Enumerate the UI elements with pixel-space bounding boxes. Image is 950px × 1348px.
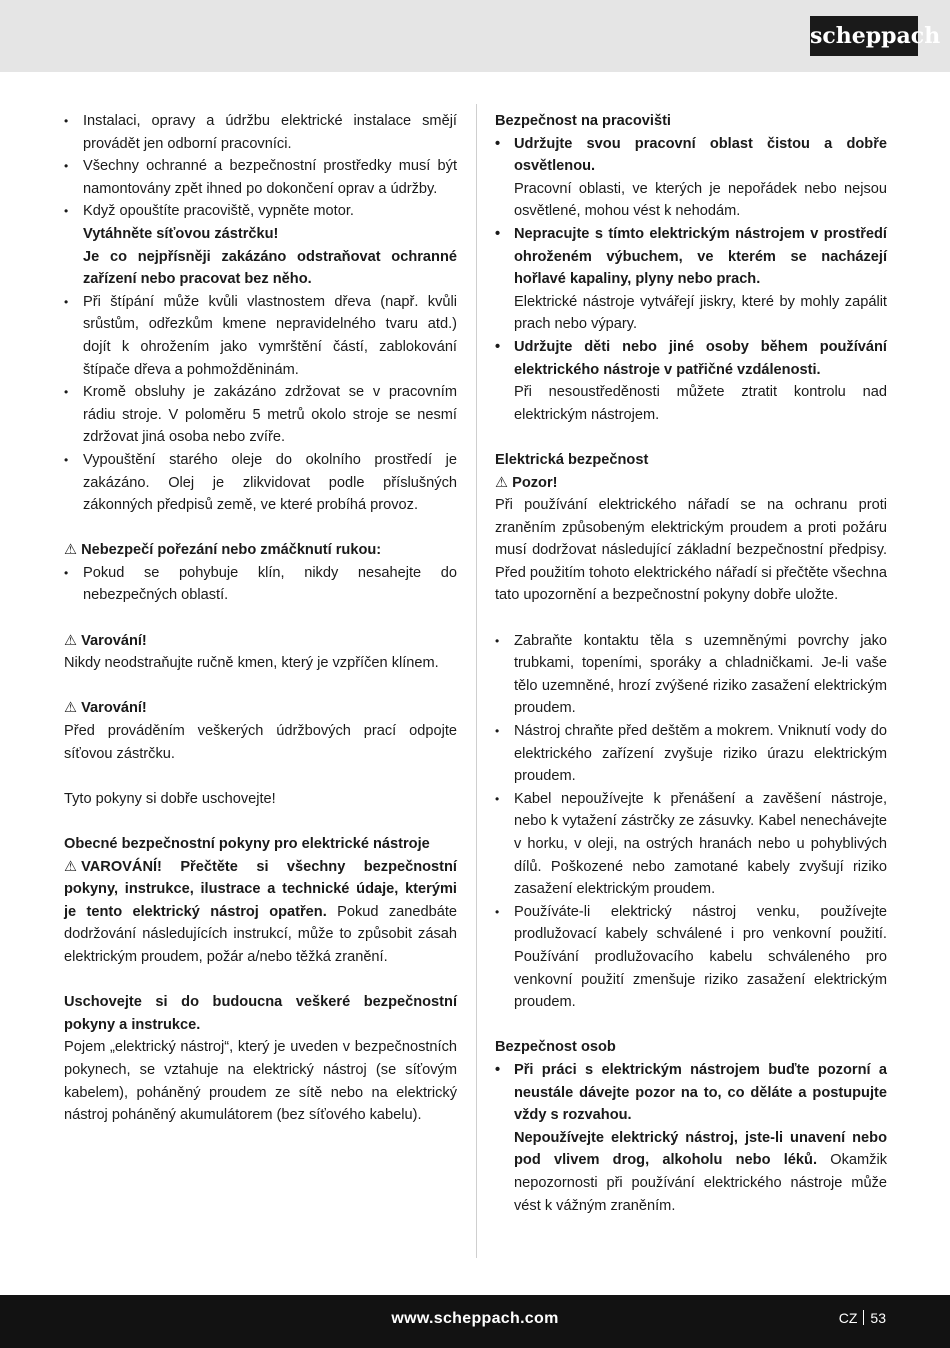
page-header [0,0,950,72]
bullet-list [495,133,887,427]
warning-triangle-icon: ⚠ [64,858,78,875]
warning-triangle-icon: ⚠ [495,474,509,491]
electric-safety-text: Při používání elektrického nářadí se na ochranu proti zraněním způsobeným elektrickým proudem a proti požáru musí dodržovat následující základní bezpečnostní předpisy. Před použitím tohoto elektrického nářadí si přečtěte všechna tato upozornění a bezpečnostní pokyny dobře uložte. [495,497,887,604]
guard-removal-notice: Je co nejpřísněji zakázáno odstraňovat ochranné zařízení nebo pracovat bez něho. [83,248,457,288]
warning-heading: ⚠ Varování! [64,697,457,720]
warning-text: Před prováděním veškerých údržbových prací odpojte síťovou zástrčku. [64,723,457,762]
list-item: • Pokud se pohybuje klín, nikdy nesahejte do nebezpečných oblastí. [64,562,457,607]
list-item: • Při práci s elektrickým nástrojem buďte pozorní a neustále dávejte pozor na to, co děláte a postupujte vždy s rozvahou. Nepoužívejte elektrický nástroj, jste-li unavení nebo pod vlivem drog, alkoholu nebo léků. Okamžik nepozornosti při používání elektrického nástroje může vést k vážným zraněním. [495,1059,887,1217]
list-item: • Kromě obsluhy je zakázáno zdržovat se v pracovním rádiu stroje. V poloměru 5 metrů okolo stroje se nesmí zdržovat jiná osoba nebo zvíře. [64,381,457,449]
unplug-notice: Vytáhněte síťovou zástrčku! [83,225,279,242]
list-item: • Udržujte děti nebo jiné osoby během používání elektrického nástroje v patřičné vzdálenosti. Při nesoustředěnosti můžete ztratit kontrolu nad elektrickým nástrojem. [495,336,887,426]
list-item: • Všechny ochranné a bezpečnostní prostředky musí být namontovány zpět ihned po dokončení oprav a údržby. [64,155,457,200]
column-divider [476,104,477,1258]
list-item: • Udržujte svou pracovní oblast čistou a dobře osvětlenou. Pracovní oblasti, ve kterých je nepořádek nebo nejsou osvětlené, mohou vést k nehodám. [495,133,887,223]
scheppach-logo: scheppach [810,16,918,56]
bullet-list [64,291,457,517]
list-item: • Nepracujte s tímto elektrickým nástrojem v prostředí ohroženém výbuchem, ve kterém se nacházejí hořlavé kapaliny, plyny nebo prach. Elektrické nástroje vytvářejí jiskry, které by mohly zapálit prach nebo výpary. [495,223,887,336]
list-item: • Kabel nepoužívejte k přenášení a zavěšení nástroje, nebo k vytažení zástrčky ze zásuvky. Kabel nenechávejte v horku, v oleji, na ostrých hranách nebo u pohyblivých dílů. Poškozené nebo zamotané kabely zvyšují riziko zasažení elektrickým proudem. [495,788,887,901]
warning-text: Nikdy neodstraňujte ručně kmen, který je vzpříčen klínem. [64,655,439,672]
page-footer [0,1295,950,1348]
list-item: • Vypouštění starého oleje do okolního prostředí je zakázáno. Olej je zlikvidovat podle příslušných zákonných předpisů země, ve které probíhá provoz. [64,449,457,517]
bullet-list [64,562,457,607]
bullet-list [495,1059,887,1217]
website-link[interactable]: www.scheppach.com [391,1310,559,1327]
warning-heading: ⚠ Varování! [64,630,457,653]
list-item: • Když opouštíte pracoviště, vypněte motor. [64,200,457,223]
list-item: • Instalaci, opravy a údržbu elektrické instalace smějí provádět jen odborní pracovníci. [64,110,457,155]
keep-future-text: Pojem „elektrický nástroj“, který je uveden v bezpečnostních pokynech, se vztahuje na elektrický nástroj (se síťovým kabelem), poháněný proudem ze sítě nebo na elektrický nástroj poháněný akumulátorem (bez síťového kabelu). [64,1039,457,1124]
general-safety-warning: ⚠ VAROVÁNÍ! Přečtěte si všechny bezpečnostní pokyny, instrukce, ilustrace a technické údaje, kterými je tento elektrický nástroj opatřen. Pokud zanedbáte dodržování následujících instrukcí, může to způsobit zásah elektrickým proudem, požár a/nebo těžká zranění. [64,856,457,969]
cut-hazard-heading: ⚠ Nebezpečí pořezání nebo zmáčknutí rukou: [64,539,457,562]
personal-safety-heading: Bezpečnost osob [495,1039,616,1056]
electric-safety-heading: Elektrická bezpečnost [495,451,649,468]
warning-triangle-icon: ⚠ [64,542,78,559]
keep-future-heading: Uschovejte si do budoucna veškeré bezpečnostní pokyny a instrukce. [64,994,457,1033]
bullet-list [495,630,887,1014]
caution-heading: ⚠ Pozor! [495,472,887,495]
right-column [495,110,887,1217]
list-item: • Při štípání může kvůli vlastnostem dřeva (např. kvůli srůstům, odřezkům kmene nepravidelného tvaru atd.) dojít k ohrožením jako vymrštění částí, zablokování štípače dřeva a pohmožděninám. [64,291,457,381]
list-item: • Používáte-li elektrický nástroj venku, používejte prodlužovací kabely schválené i pro venkovní použití. Používání prodlužovacího kabelu schváleného pro venkovní použití zmenšuje riziko zasažení elektrickým proudem. [495,901,887,1014]
keep-instructions-text: Tyto pokyny si dobře uschovejte! [64,790,276,807]
general-safety-heading: Obecné bezpečnostní pokyny pro elektrické nástroje [64,836,430,852]
list-item: • Nástroj chraňte před deštěm a mokrem. Vniknutí vody do elektrického zařízení zvyšuje riziko úrazu elektrickým proudem. [495,720,887,788]
bullet-list [64,110,457,223]
warning-triangle-icon: ⚠ [64,700,78,717]
page-number: CZ 53 [838,1310,886,1326]
workplace-safety-heading: Bezpečnost na pracovišti [495,113,671,129]
list-item: • Zabraňte kontaktu těla s uzemněnými povrchy jako trubkami, topeními, sporáky a chladničkami. Je-li vaše tělo uzemněné, hrozí zvýšené riziko zasažení elektrickým proudem. [495,630,887,720]
warning-triangle-icon: ⚠ [64,632,78,649]
left-column [64,110,457,1127]
